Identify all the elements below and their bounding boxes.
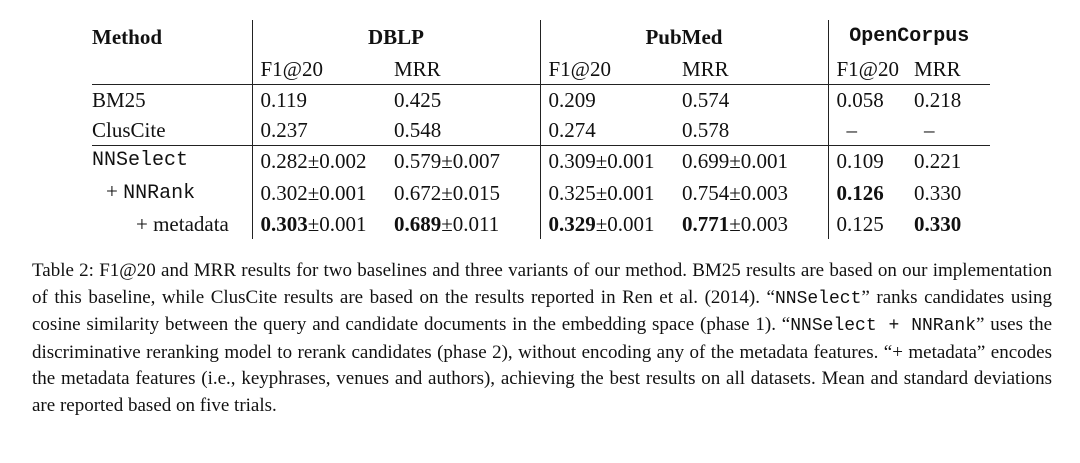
value-cell	[394, 209, 540, 239]
caption-text: ” ranks candidates using cosine similarity between the query and candidate documents in the embedding space (phase 1). “	[32, 286, 1052, 335]
caption-text: ” uses the discriminative reranking model to rerank candidates (phase 2), without encoding any of the metadata features. “+ metadata” encodes the metadata features (i.e., keyphrases, venues and authors), achieving the best results on all datasets. Mean and standard deviations are reported based on five trials.	[32, 314, 1053, 416]
table-row	[92, 85, 990, 116]
value-cell: 0.672±0.015	[394, 180, 501, 205]
value-cell	[682, 209, 828, 239]
caption-text: Table 2: F1@20 and MRR results for two baselines and three variants of our method. BM25 results are based on our implementation of this baseline, while ClusCite results are based on the results reported in Ren et al. (2014). “	[32, 260, 1052, 308]
value-cell: 0.325±0.001	[540, 176, 682, 209]
std-value: ±0.001	[307, 212, 367, 236]
table-caption	[32, 258, 1052, 419]
caption-code: NNSelect + NNRank	[790, 316, 977, 336]
metric-header: MRR	[394, 57, 441, 81]
value-cell: 0.578	[682, 118, 730, 142]
std-value: ±0.003	[729, 212, 789, 236]
results-table	[92, 20, 990, 239]
value-cell: –	[924, 118, 935, 142]
value-cell: 0.425	[394, 85, 540, 116]
value-cell: 0.548	[394, 118, 442, 142]
best-value: 0.689	[394, 212, 442, 236]
metric-header: MRR	[914, 57, 961, 81]
value-cell: 0.218	[914, 85, 990, 116]
value-cell: 0.119	[252, 85, 394, 116]
value-cell: 0.574	[682, 85, 828, 116]
value-cell: 0.126	[828, 176, 914, 209]
value-cell: 0.309±0.001	[540, 146, 682, 177]
group-header-dblp: DBLP	[252, 20, 540, 54]
value-cell: 0.699±0.001	[682, 146, 828, 177]
value-cell: 0.302±0.001	[252, 176, 394, 209]
table-row	[92, 209, 990, 239]
metric-header: F1@20	[540, 54, 682, 85]
blank-header-cell	[92, 54, 252, 85]
header-row-metrics	[92, 54, 990, 85]
method-prefix: +	[106, 179, 124, 203]
method-cell: ClusCite	[92, 118, 166, 142]
value-cell: 0.274	[540, 115, 682, 146]
value-cell: 0.209	[540, 85, 682, 116]
std-value: ±0.011	[441, 212, 500, 236]
method-cell: NNSelect	[92, 146, 252, 177]
value-cell	[252, 209, 394, 239]
metric-header: MRR	[682, 57, 729, 81]
value-cell: 0.125	[828, 209, 914, 239]
table-row	[92, 146, 990, 177]
table-row	[92, 115, 990, 146]
metric-header: F1@20	[252, 54, 394, 85]
value-cell: 0.330	[914, 180, 962, 205]
value-cell: –	[828, 115, 914, 146]
best-value: 0.329	[548, 212, 596, 236]
header-row-groups	[92, 20, 990, 54]
method-name: NNRank	[123, 182, 196, 205]
group-header-opencorpus: OpenCorpus	[828, 20, 990, 54]
value-cell: 0.282±0.002	[252, 146, 394, 177]
method-cell	[92, 176, 252, 209]
std-value: ±0.001	[595, 212, 655, 236]
caption-code: NNSelect	[774, 288, 862, 309]
metric-header: F1@20	[828, 54, 914, 85]
value-cell: 0.109	[828, 146, 914, 177]
value-cell: 0.330	[914, 212, 962, 236]
value-cell: 0.579±0.007	[394, 146, 540, 177]
method-header: Method	[92, 25, 162, 49]
table-row	[92, 176, 990, 209]
value-cell: 0.221	[914, 146, 990, 177]
best-value: 0.303	[260, 212, 308, 236]
value-cell: 0.058	[828, 85, 914, 116]
best-value: 0.771	[682, 212, 730, 236]
method-cell: BM25	[92, 85, 252, 116]
method-cell: + metadata	[136, 212, 229, 236]
value-cell: 0.754±0.003	[682, 180, 789, 205]
value-cell	[540, 209, 682, 239]
group-header-pubmed: PubMed	[540, 20, 828, 54]
value-cell: 0.237	[252, 115, 394, 146]
